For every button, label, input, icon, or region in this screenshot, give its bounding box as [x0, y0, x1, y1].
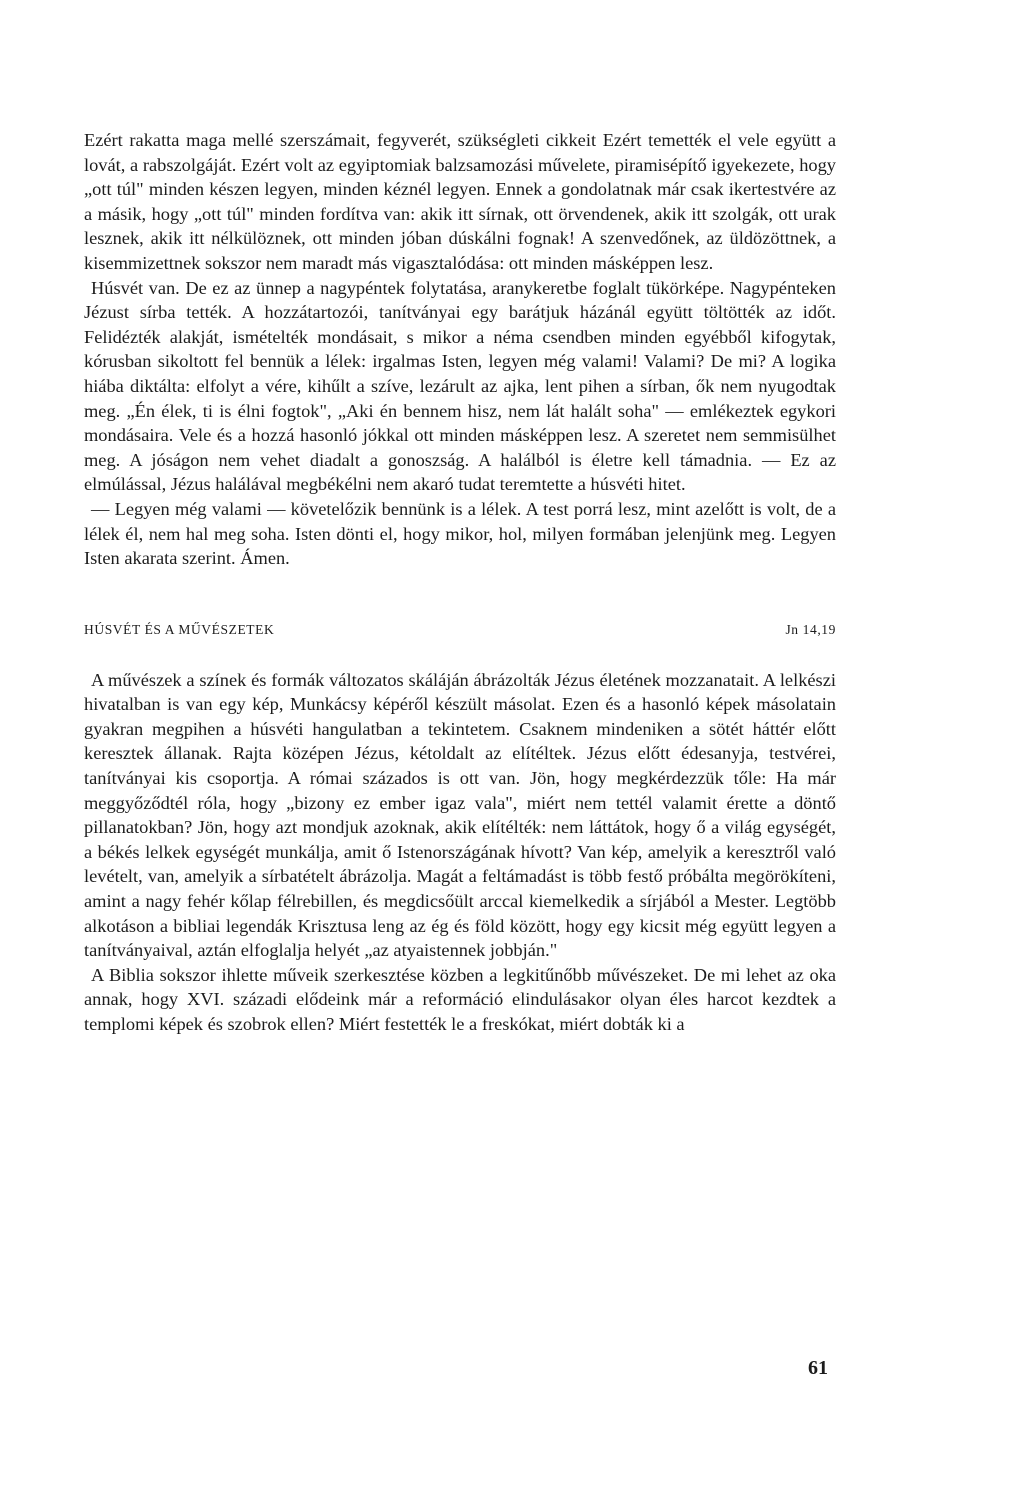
section-title: HÚSVÉT ÉS A MŰVÉSZETEK: [84, 621, 275, 637]
section-heading: [84, 622, 836, 644]
paragraph-2: Húsvét van. De ez az ünnep a nagypéntek folytatása, aranykeretbe foglalt tükörképe. Nagypénteken Jézust sírba tették. A hozzátartozói, tanítványai egy barátjuk házánál együtt töltötték az időt. Felidézték alakját, ismételték mondásait, s mikor a néma csendben minden egyébből kifogytak, kórusban sikoltott fel bennük a lélek: irgalmas Isten, legyen még valami! Valami? De mi? A logika hiába diktálta: elfolyt a vére, kihűlt a szíve, lezárult az ajka, lent pihen a sírban, ők nem nyugodtak meg. „Én élek, ti is élni fogtok", „Aki én bennem hisz, nem lát halált soha" — emlékeztek egykori mondásaira. Vele és a hozzá hasonló jókkal ott minden másképpen lesz. A szeretet nem semmisülhet meg. A jóságon nem vehet diadalt a gonoszság. A halálból is életre kell támadnia. — Ez az elmúlással, Jézus halálával megbékélni nem akaró tudat teremtette a húsvéti hitet.: [84, 277, 836, 495]
scripture-reference: Jn 14,19: [785, 621, 836, 637]
paragraph-4: A művészek a színek és formák változatos skáláján ábrázolták Jézus életének mozzanatait. A lelkészi hivatalban is van egy kép, Munkácsy képéről készült másolat. Ezen és a hasonló képek másolatain gyakran megpihen a húsvéti hangulatban a tekintetem. Csaknem mindeniken a sötét háttér előtt keresztek állanak. Rajta középen Jézus, kétoldalt az elítéltek. Jézus előtt édesanyja, testvérei, tanítványai kis csoportja. A római százados is ott van. Jön, hogy megkérdezzük tőle: Ha már meggyőződtél róla, hogy „bizony ez ember igaz vala", miért nem tettél valamit érette a döntő pillanatokban? Jön, hogy azt mondjuk azoknak, akik elítélték: nem láttátok, hogy ő a világ egységét, a békés lelkek egységét munkálja, amit ő Istenországának hívott? Van kép, amelyik a keresztről való levételt, van, amelyik a sírbatételt ábrázolja. Magát a feltámadást is több festő próbálta megörökíteni, amint a nagy fehér kőlap félrebillen, és megdicsőült arccal kiemelkedik a sírjából a Mester. Legtöbb alkotáson a bibliai legendák Krisztusa leng az ég és föld között, hogy egy kicsit még együtt legyen a tanítványaival, aztán elfoglalja helyét „az atyaistennek jobbján.": [84, 669, 836, 961]
paragraph-3: — Legyen még valami — követelőzik bennünk is a lélek. A test porrá lesz, mint azelőtt is volt, de a lélek él, nem hal meg soha. Isten dönti el, hogy mikor, hol, milyen formában jelenjünk meg. Legyen Isten akarata szerint. Ámen.: [84, 498, 836, 569]
paragraph-5: A Biblia sokszor ihlette műveik szerkesztése közben a legkitűnőbb művészeket. De mi lehet az oka annak, hogy XVI. századi elődeink már a reformáció elindulásakor olyan éles harcot kezdtek a templomi képek és szobrok ellen? Miért festették le a freskókat, miért dobták ki a: [84, 964, 836, 1034]
section-body: [84, 668, 836, 1037]
page-text-block: [84, 128, 836, 1037]
paragraph-1: Ezért rakatta maga mellé szerszámait, fegyverét, szükségleti cikkeit Ezért temették el vele együtt a lovát, a rabszolgáját. Ezért volt az egyiptomiak balzsamozási művelete, piramisépítő igyekezete, hogy „ott túl" minden készen legyen, minden kéznél legyen. Ennek a gondolatnak már csak ikertestvére az a másik, hogy „ott túl" minden fordítva van: akik itt sírnak, ott örvendenek, akik itt szolgák, ott urak lesznek, akik itt nélkülöznek, ott minden jóban dúskálni fognak! A szenvedőnek, az üldözöttnek, a kisemmizettnek sokszor nem maradt más vigasztalódása: ott minden másképpen lesz.: [84, 130, 836, 273]
page-number: 61: [808, 1357, 828, 1379]
